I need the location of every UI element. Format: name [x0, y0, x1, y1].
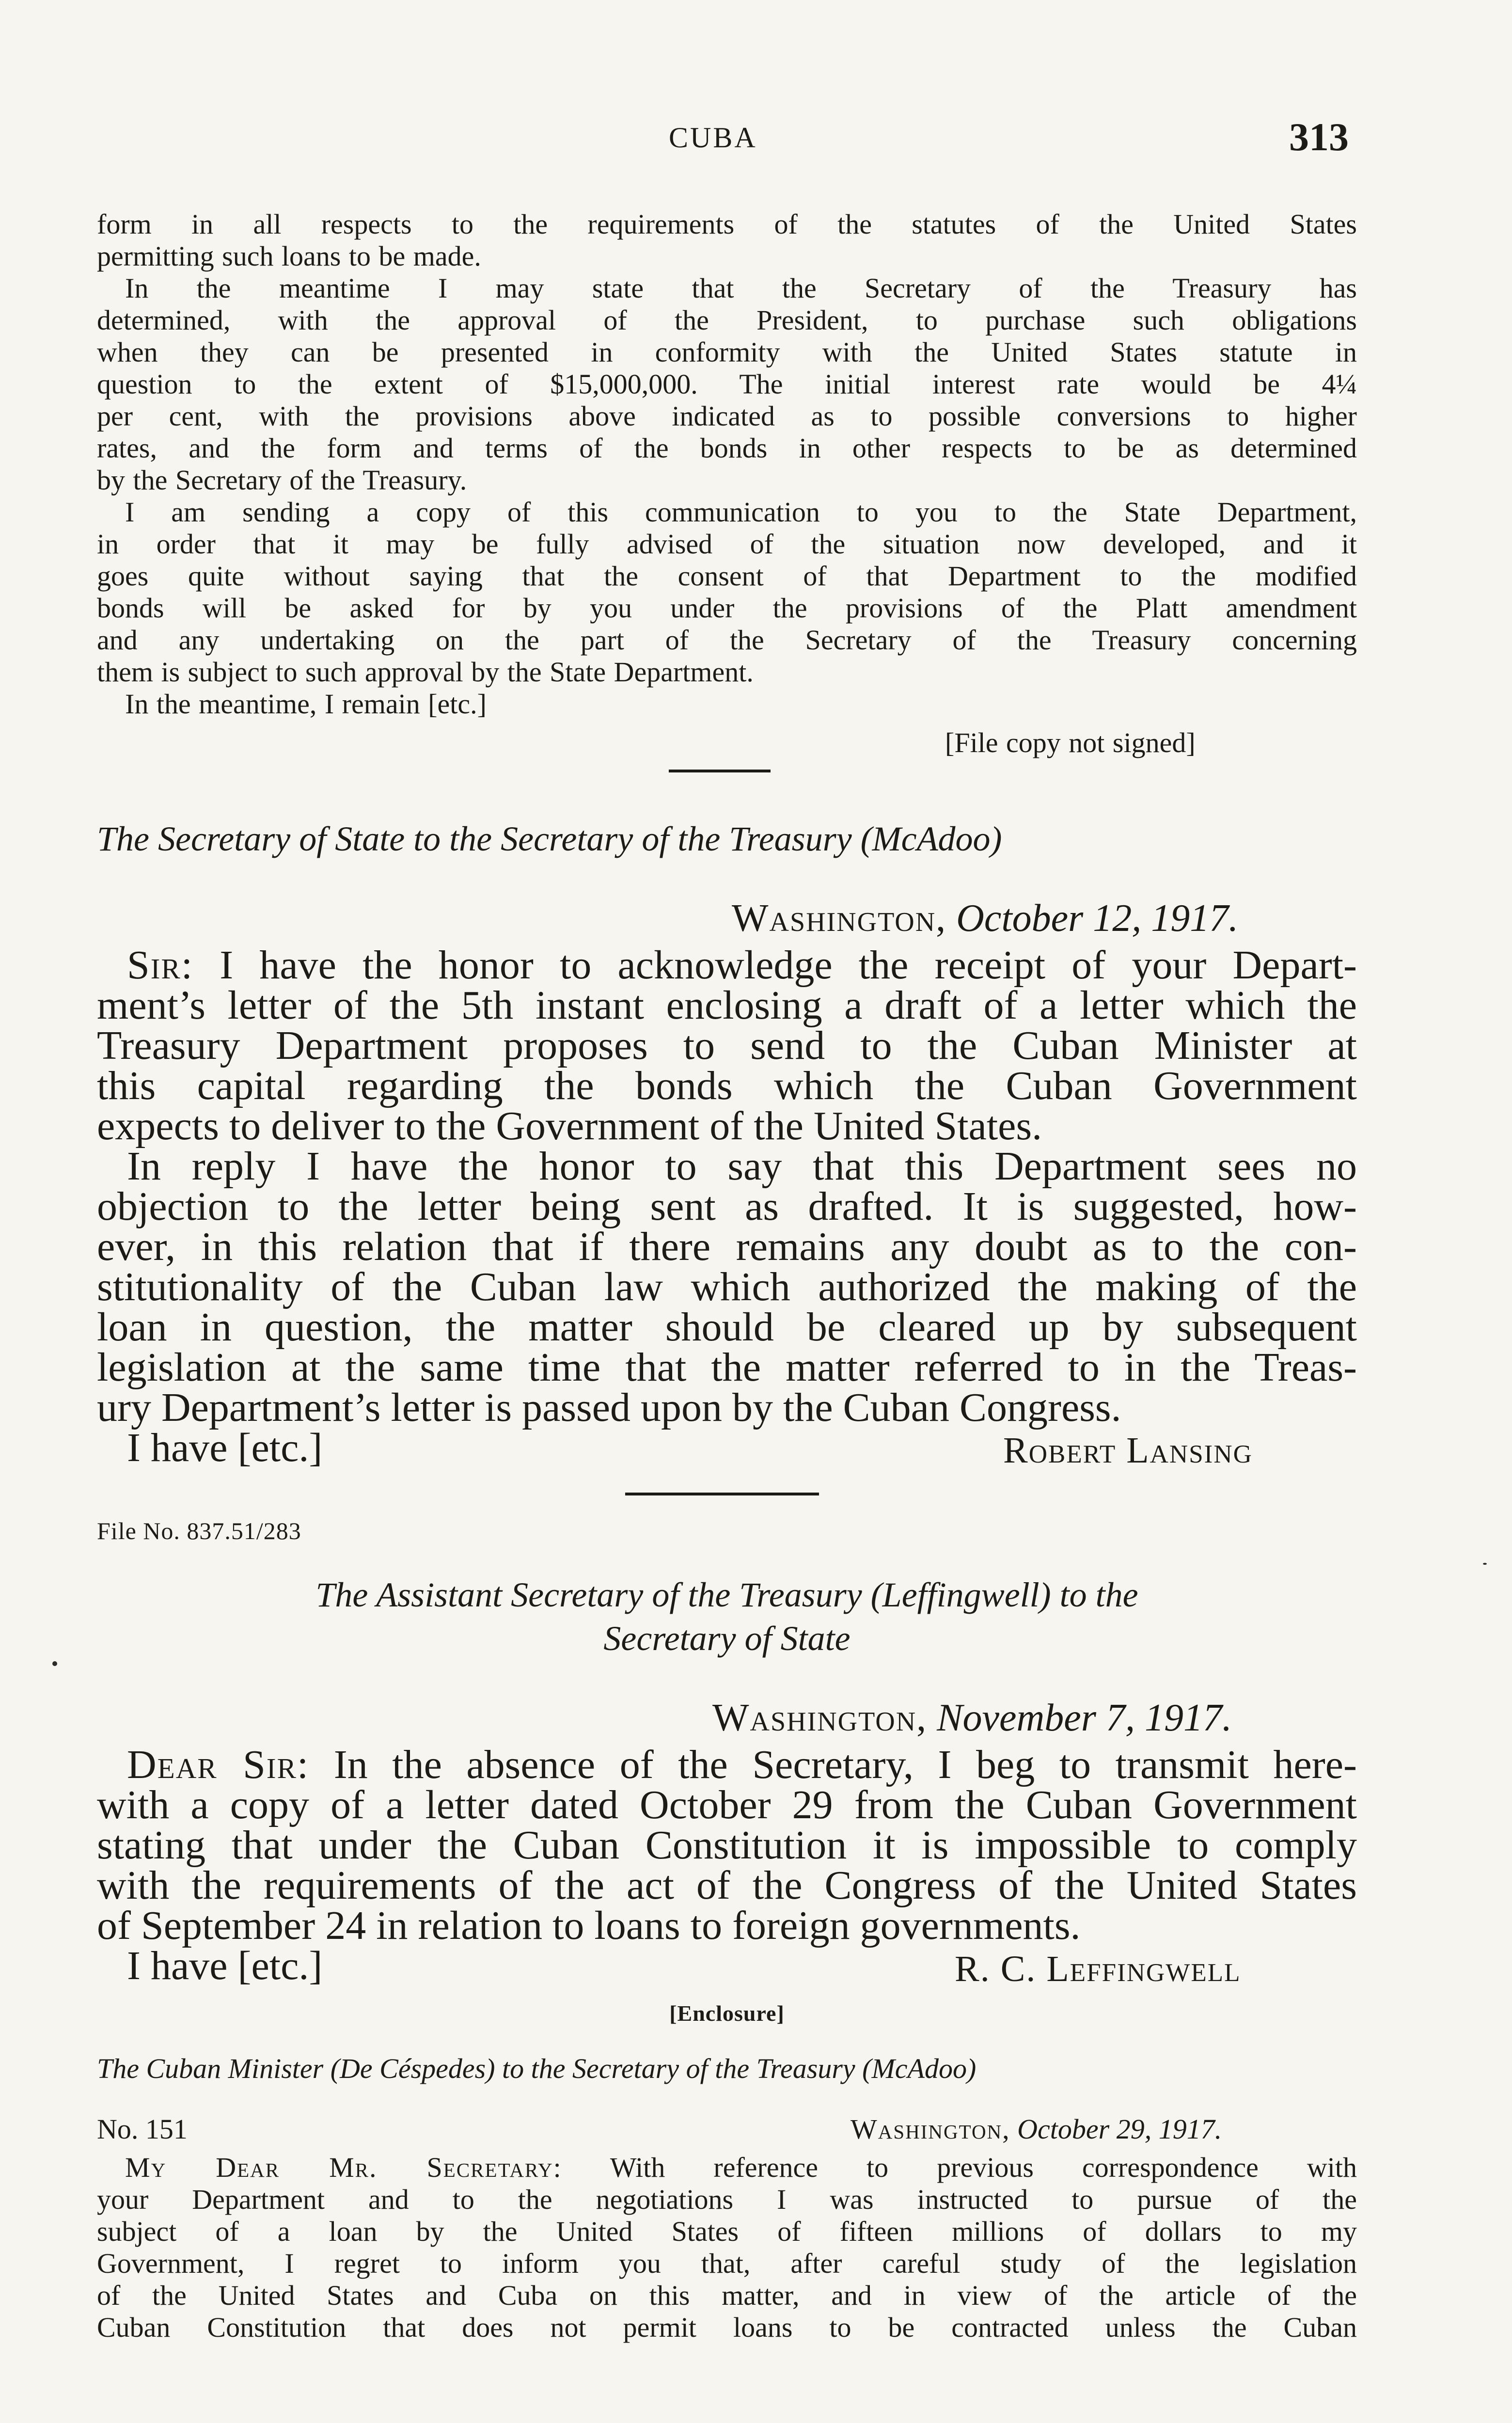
text-line: stating that under the Cuban Constitution it is impossible to comply — [97, 1823, 1357, 1868]
text-line: rates, and the form and terms of the bonds in other respects to be as determined — [97, 432, 1357, 464]
dateline-place: Washington, — [732, 897, 947, 940]
text-line: Treasury Department proposes to send to the Cuban Minister at — [97, 1023, 1357, 1068]
text-line: I am sending a copy of this communication to you to the State Department, — [125, 496, 1357, 528]
file-number: File No. 837.51/283 — [97, 1517, 301, 1544]
text-line: Government, I regret to inform you that, after careful study of the legislation — [97, 2248, 1357, 2279]
text-line: legislation at the same time that the matter referred to in the Treas- — [97, 1345, 1357, 1390]
text-line: goes quite without saying that the consent of that Department to the modified — [97, 560, 1357, 592]
letter-heading: The Secretary of State to the Secretary of the Treasury (McAdoo) — [97, 819, 1002, 858]
text-line: determined, with the approval of the President, to purchase such obligations — [97, 304, 1357, 336]
text-line: Sir: I have the honor to acknowledge the receipt of your Depart- — [127, 943, 1357, 988]
salutation: Sir: — [127, 943, 194, 988]
dateline — [732, 897, 1238, 941]
text-line: In the meantime I may state that the Secretary of the Treasury has — [125, 272, 1357, 304]
text-line: Dear Sir: In the absence of the Secretary, I beg to transmit here- — [127, 1742, 1357, 1787]
text-line: per cent, with the provisions above indicated as to possible conversions to higher — [97, 400, 1357, 432]
text-line: My Dear Mr. Secretary: With reference to previous correspondence with — [125, 2152, 1357, 2183]
dateline — [712, 1696, 1232, 1740]
letter-heading: The Assistant Secretary of the Treasury (Leffingwell) to the — [315, 1575, 1138, 1614]
print-speck — [1483, 1563, 1487, 1565]
text-line: this capital regarding the bonds which the Cuban Government — [97, 1063, 1357, 1108]
continuation-text — [97, 208, 1357, 720]
text-line: them is subject to such approval by the State Department. — [97, 656, 754, 688]
file-copy-note: [File copy not signed] — [945, 727, 1196, 758]
text-line: ment’s letter of the 5th instant enclosing a draft of a letter which the — [97, 983, 1357, 1028]
text-line: bonds will be asked for by you under the provisions of the Platt amendment — [97, 592, 1357, 624]
letter-heading: Secretary of State — [603, 1619, 850, 1658]
text-line: loan in question, the matter should be cleared up by subsequent — [97, 1305, 1357, 1350]
text-line: stitutionality of the Cuban law which authorized the making of the — [97, 1264, 1357, 1309]
text-line: objection to the letter being sent as drafted. It is suggested, how- — [97, 1184, 1357, 1229]
text-line: expects to deliver to the Government of the United States. — [97, 1103, 1042, 1149]
text-line: question to the extent of $15,000,000. The initial interest rate would be 4¼ — [97, 368, 1357, 400]
page-number: 313 — [1289, 115, 1349, 159]
dateline-date: November 7, 1917. — [937, 1697, 1232, 1739]
dateline-date: October 29, 1917. — [1017, 2113, 1222, 2145]
running-head: CUBA — [669, 122, 757, 154]
dateline-place: Washington, — [850, 2113, 1010, 2145]
text-line: of the United States and Cuba on this matter, and in view of the article of the — [97, 2280, 1357, 2311]
enclosure-label: [Enclosure] — [669, 2001, 785, 2026]
text-line: subject of a loan by the United States of fifteen millions of dollars to my — [97, 2216, 1357, 2247]
signature: R. C. Leffingwell — [955, 1949, 1241, 1989]
closing: I have [etc.] — [127, 1943, 323, 1988]
signature: Robert Lansing — [1003, 1430, 1253, 1471]
divider — [625, 1493, 819, 1495]
letter-body — [97, 2152, 1357, 2344]
dateline-place: Washington, — [712, 1697, 928, 1739]
text-line: form in all respects to the requirements of the statutes of the United States — [97, 208, 1357, 240]
text-line: and any undertaking on the part of the Secretary of the Treasury concerning — [97, 624, 1357, 656]
text-line: when they can be presented in conformity with the United States statute in — [97, 336, 1357, 368]
dateline — [850, 2113, 1222, 2145]
letter-heading: The Cuban Minister (De Céspedes) to the Secretary of the Treasury (McAdoo) — [97, 2053, 976, 2084]
text-line: with a copy of a letter dated October 29 from the Cuban Government — [97, 1782, 1357, 1827]
text-line: ever, in this relation that if there remains any doubt as to the con- — [97, 1224, 1357, 1269]
text-line: Cuban Constitution that does not permit loans to be contracted unless the Cuban — [97, 2312, 1357, 2343]
text-line: In the meantime, I remain [etc.] — [125, 688, 487, 720]
print-speck — [52, 1661, 57, 1666]
text-line: permitting such loans to be made. — [97, 240, 481, 272]
letter-number: No. 151 — [97, 2113, 188, 2145]
text-line: of September 24 in relation to loans to foreign governments. — [97, 1903, 1081, 1948]
text-line: in order that it may be fully advised of the situation now developed, and it — [97, 528, 1357, 560]
salutation: My Dear Mr. Secretary: — [125, 2152, 562, 2183]
text-line: your Department and to the negotiations I was instructed to pursue of the — [97, 2184, 1357, 2215]
salutation: Dear Sir: — [127, 1742, 310, 1787]
letter-body — [97, 945, 1357, 1468]
dateline-date: October 12, 1917. — [956, 897, 1239, 940]
divider — [669, 770, 771, 772]
text-line: by the Secretary of the Treasury. — [97, 464, 467, 496]
text-line: ury Department’s letter is passed upon by the Cuban Congress. — [97, 1385, 1121, 1430]
text-line: In reply I have the honor to say that this Department sees no — [127, 1144, 1357, 1189]
closing: I have [etc.] — [127, 1425, 323, 1470]
text-line: with the requirements of the act of the Congress of the United States — [97, 1863, 1357, 1908]
